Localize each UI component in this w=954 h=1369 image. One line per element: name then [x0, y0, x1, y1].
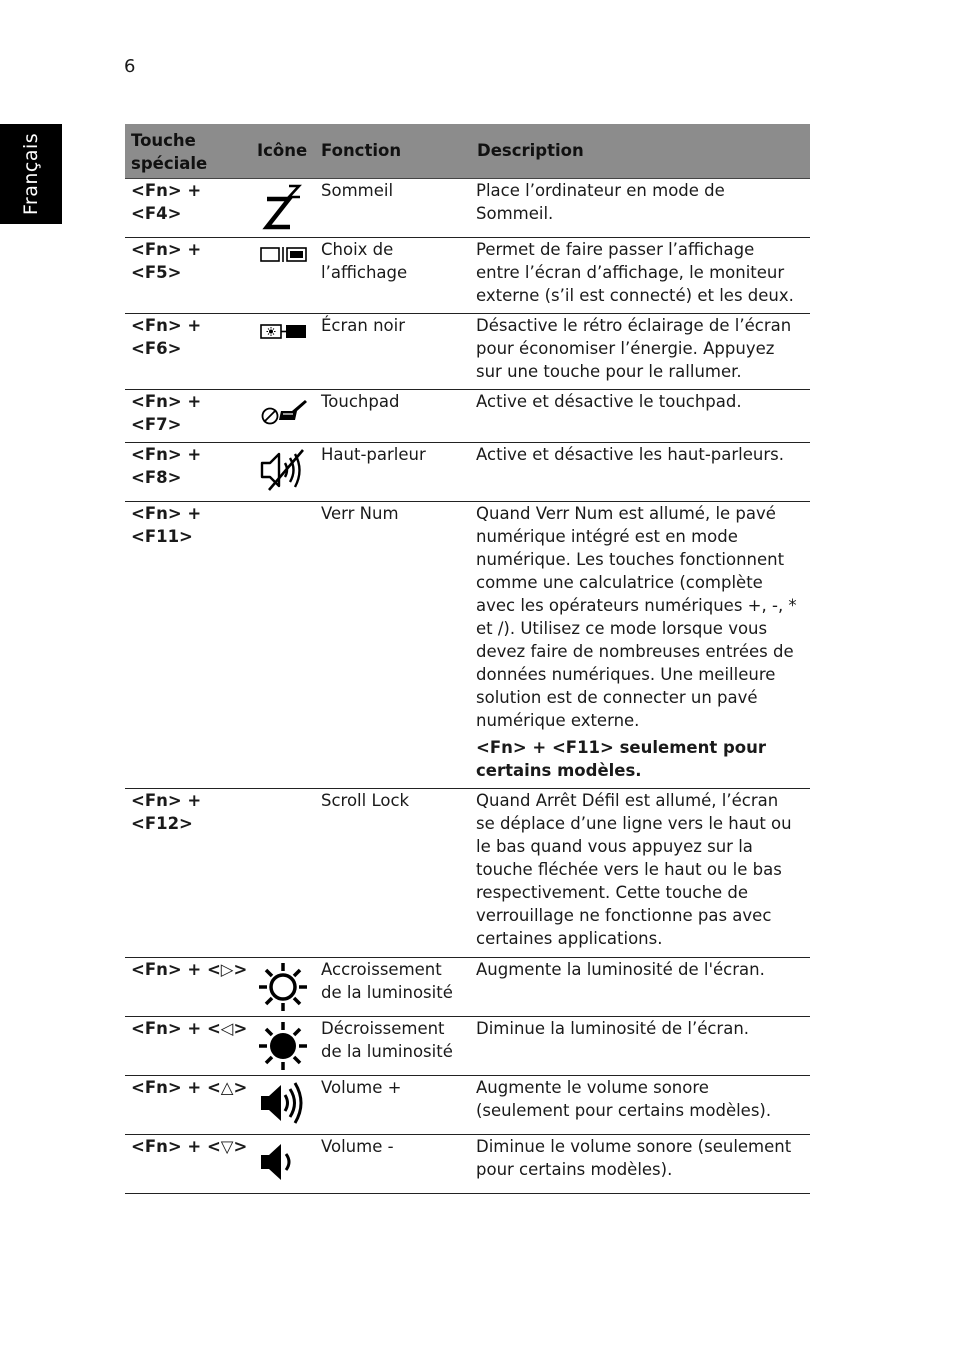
row-description: Augmente la luminosité de l'écran.: [471, 958, 810, 1017]
table-row: [125, 314, 810, 390]
row-function: Sommeil: [315, 179, 471, 238]
row-key: <Fn> + <▽>: [125, 1135, 253, 1194]
row-function: Touchpad: [315, 390, 471, 443]
row-description: Quand Verr Num est allumé, le pavé numérique intégré est en mode numérique. Les touches fonctionnent comme une calculatrice (complète avec les opérateurs numériques +, -, * et /). Utilisez ce mode lorsque vous devez faire de nombreuses entrées de données numériques. Une meilleure solution est de connecter un pavé numérique externe.: [476, 504, 797, 730]
volume-up-icon: [259, 1078, 315, 1126]
volume-down-icon: [259, 1137, 315, 1185]
header-description: Description: [471, 124, 810, 179]
row-description: Quand Arrêt Défil est allumé, l’écran se déplace d’une ligne vers le haut ou le bas quand vous appuyez sur la touche fléchée vers le haut ou le bas respectivement. Cette touche de verrouillage ne fonctionne pas avec certaines applications.: [471, 789, 810, 958]
hotkey-table: [125, 124, 810, 1194]
row-function: Choix de l’affichage: [315, 238, 471, 314]
touchpad-toggle-icon: [259, 392, 315, 426]
table-row: [125, 238, 810, 314]
row-description: Augmente le volume sonore (seulement pour certains modèles).: [471, 1076, 810, 1135]
row-key: <Fn> + <F12>: [125, 789, 253, 958]
table-header-row: [125, 124, 810, 179]
row-key: <Fn> + <F8>: [125, 443, 253, 502]
table-row: [125, 443, 810, 502]
row-key: <Fn> + <▷>: [125, 958, 253, 1017]
row-description: Active et désactive le touchpad.: [471, 390, 810, 443]
row-function: Volume -: [315, 1135, 471, 1194]
row-key: <Fn> + <◁>: [125, 1017, 253, 1076]
table-row: [125, 179, 810, 238]
header-function: Fonction: [315, 124, 471, 179]
row-description: Désactive le rétro éclairage de l’écran pour économiser l’énergie. Appuyez sur une touche pour le rallumer.: [471, 314, 810, 390]
language-tab-label: Français: [20, 132, 42, 216]
row-function: Décroissement de la luminosité: [315, 1017, 471, 1076]
row-description: Place l’ordinateur en mode de Sommeil.: [471, 179, 810, 238]
page-number: 6: [124, 56, 136, 77]
sleep-zz-icon: [259, 181, 315, 231]
row-function: Haut-parleur: [315, 443, 471, 502]
speaker-mute-icon: [259, 445, 315, 493]
row-function: Verr Num: [315, 502, 471, 789]
table-row: [125, 1017, 810, 1076]
row-key: <Fn> + <F6>: [125, 314, 253, 390]
screen-blank-icon: [259, 316, 315, 340]
brightness-down-icon: [259, 1019, 315, 1071]
row-note: <Fn> + <F11> seulement pour certains modèles.: [476, 738, 767, 780]
row-description: Diminue le volume sonore (seulement pour certains modèles).: [471, 1135, 810, 1194]
row-key: <Fn> + <△>: [125, 1076, 253, 1135]
row-function: Écran noir: [315, 314, 471, 390]
row-description: Diminue la luminosité de l’écran.: [471, 1017, 810, 1076]
row-description: Permet de faire passer l’affichage entre l’écran d’affichage, le moniteur externe (s’il est connecté) et les deux.: [471, 238, 810, 314]
table-row: [125, 1076, 810, 1135]
row-description: Active et désactive les haut-parleurs.: [471, 443, 810, 502]
table-row: [125, 1135, 810, 1194]
brightness-up-icon: [259, 960, 315, 1012]
language-tab: [0, 124, 62, 224]
row-function: Scroll Lock: [315, 789, 471, 958]
row-key: <Fn> + <F7>: [125, 390, 253, 443]
row-function: Accroissement de la luminosité: [315, 958, 471, 1017]
row-function: Volume +: [315, 1076, 471, 1135]
row-key: <Fn> + <F11>: [125, 502, 253, 789]
table-row: [125, 502, 810, 789]
table-row: [125, 958, 810, 1017]
table-row: [125, 390, 810, 443]
header-key: Touche spéciale: [125, 124, 253, 179]
row-key: <Fn> + <F4>: [125, 179, 253, 238]
display-switch-icon: [259, 240, 315, 264]
table-row: [125, 789, 810, 958]
header-icon: Icône: [253, 124, 315, 179]
row-key: <Fn> + <F5>: [125, 238, 253, 314]
